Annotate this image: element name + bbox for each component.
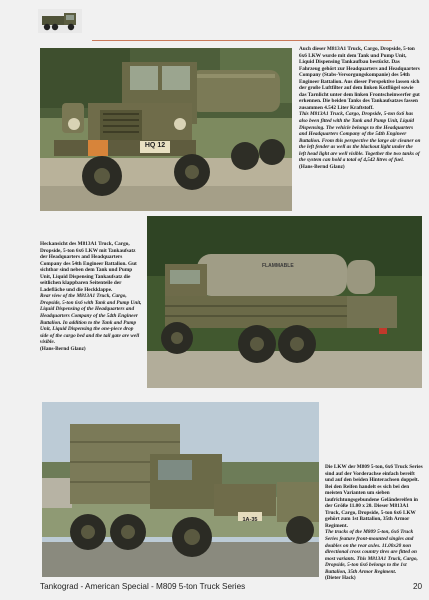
tank-marking-flammable: FLAMMABLE — [262, 263, 294, 269]
plate-photo3: 1A-35 — [242, 517, 258, 523]
caption-photo2-credit: (Hans-Bernd Glanz) — [40, 345, 86, 352]
caption-photo3-credit: (Dieter Hack) — [325, 575, 356, 582]
caption-photo3 — [325, 464, 423, 582]
caption-photo2-german: Heckansicht des M813A1 Truck, Cargo, Dropside, 5-ton 6x6 LKW mit Tankaufsatz der Headquarters and Headquarters Company des 54th Engineer Battalion. Gut sichtbar sind neben dem Tank und Pump Unit, Liquid Dispensing Tankaufsatz die seitlichen klappbaren Seitenteile der Ladefläche und die Heckklappe. — [40, 241, 137, 293]
photo-truck-rear-view — [147, 216, 422, 388]
caption-photo1-english: This M813A1 Truck, Cargo, Dropside, 5-ton 6x6 has also been fitted with the Tank and Pump Unit, Liquid Dispensing. The vehicle belongs to the Headquarters and Headquarters Company of the 54th Engineer Battalion. From this perspective the large air cleaner on the left fender as well as the blackout light under the left head light are well visible. Together the two tanks of the system can hold a total of 4,542 litres of fuel. — [299, 111, 421, 164]
caption-photo1-credit: (Hans-Bernd Glanz) — [299, 163, 345, 170]
plate-photo1: HQ 12 — [144, 142, 166, 149]
caption-photo3-german: Die LKW der M809 5-ton, 6x6 Truck Series sind auf der Vorderachse einfach bereift und auf den beiden Hinterachsen doppelt. Bei den Reifen handelt es sich bei den meisten Varianten um sieben laufrichtungsgebundene Geländereifen in der Größe 11.00 x 20. Dieser M813A1 Truck, Cargo, Dropside, 5-ton 6x6 LKW gehört zum 1st Battalion, 35th Armor Regiment. — [325, 464, 423, 529]
caption-photo2-english: Rear view of the M813A1 Truck, Cargo, Dropside, 5-ton 6x6 with Tank and Pump Unit, Liquid Dispensing of the Headquarters and Headquarters Company of the 54th Engineer Battalion. In addition to the Tank and Pump Unit, Liquid Dispensing the one-piece drop side of the cargo bed and the tail gate are well visible. — [40, 293, 142, 346]
footer-publication-title: Tankograd - American Special - M809 5-ton Truck Series — [40, 582, 246, 591]
photo-truck-side-view — [42, 402, 319, 577]
photo-truck-front-view — [40, 48, 292, 211]
header-truck-thumbnail — [38, 9, 82, 33]
caption-photo3-english: The trucks of the M809 5-ton, 6x6 Truck Series feature front-mounted singles and doubles on the rear axles. 11.00x20 non directional cross country tires are fitted on most variants. This M813A1 Truck, Cargo, Dropside, 5-ton 6x6 belongs to the 1st Battalion, 35th Armor Regiment. — [325, 529, 418, 575]
caption-photo1 — [299, 46, 421, 170]
page-number: 20 — [413, 582, 423, 591]
caption-photo2 — [40, 241, 142, 352]
caption-photo1-german: Auch dieser M813A1 Truck, Cargo, Dropside, 5-ton 6x6 LKW wurde mit dem Tank und Pump Unit, Liquid Dispensing Tankaufbau bestückt. Das Fahrzeug gehört zur Headquarters and Headquarters Company (Stabs-Versorgungskompanie) des 54th Engineer Battalion. Aus dieser Perspektive lassen sich der große Luftfilter auf dem linken Kotflügel sowie das Tarnlicht unter dem linken Frontscheinwerfer gut erkennen. Die beiden Tanks des Tankaufsatzes fassen zusammen 4.542 Liter Kraftstoff. — [299, 46, 420, 111]
header-rule — [92, 40, 392, 41]
